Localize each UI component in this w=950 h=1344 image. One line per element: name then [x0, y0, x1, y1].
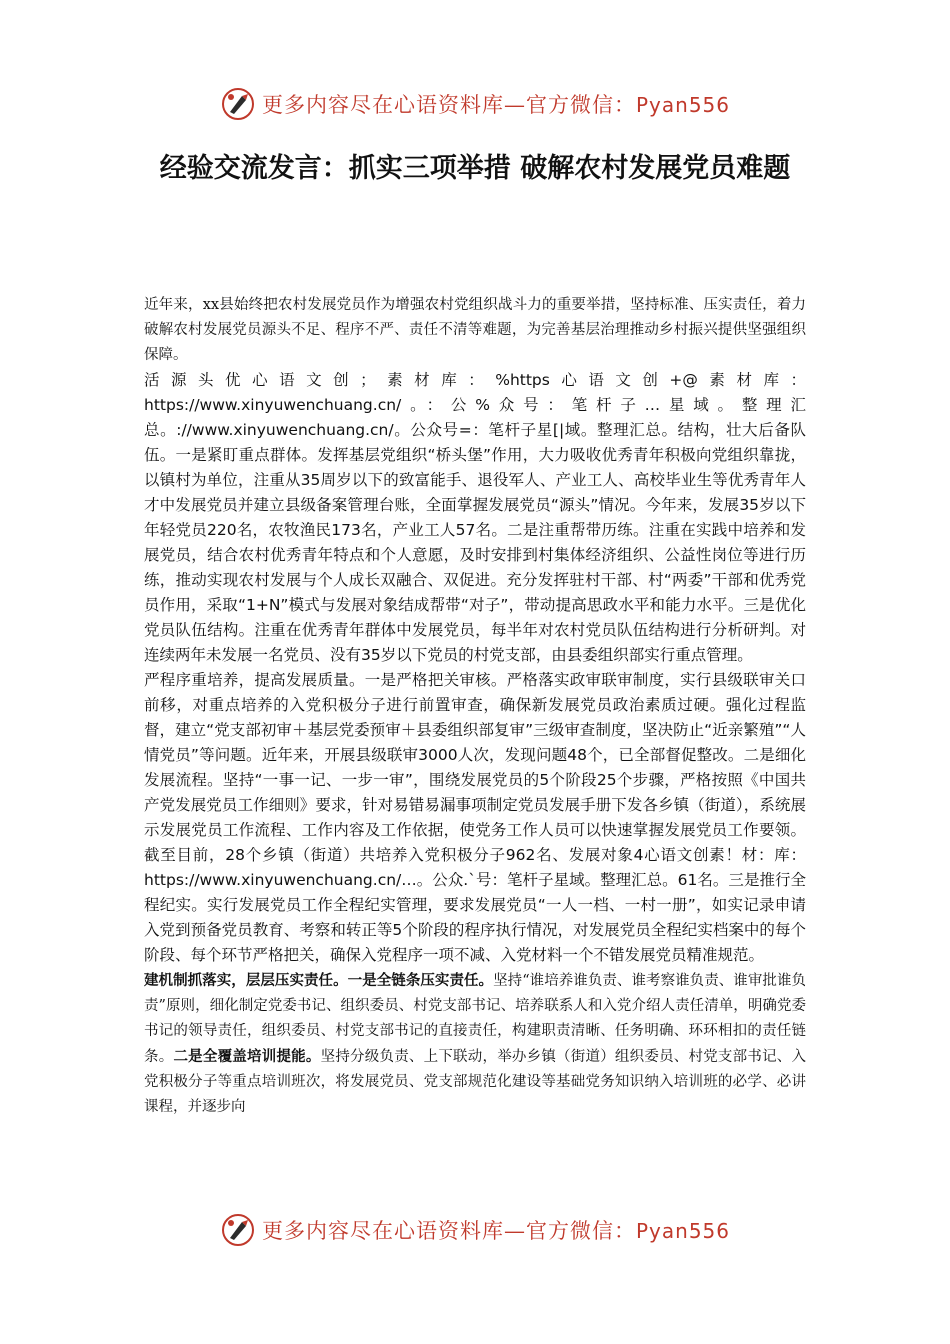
wechat-id: Pyan556: [635, 93, 730, 117]
article-body: [144, 293, 806, 1120]
paragraph-procedure: 严程序重培养，提高发展质量。一是严格把关审核。严格落实政审联审制度，实行县级联审关口前移，对重点培养的入党积极分子进行前置审查，确保新发展党员政治素质过硬。强化过程监督，建立“党支部初审＋基层党委预审＋县委组织部复审”三级审查制度，坚决防止“近亲繁殖”“人情党员”等问题。近年来，开展县级联审3000人次，发现问题48个，已全部督促整改。二是细化发展流程。坚持“一事一记、一步一审”，围绕发展党员的5个阶段25个步骤，严格按照《中国共产党发展党员工作细则》要求，针对易错易漏事项制定党员发展手册下发各乡镇（街道），系统展示发展党员工作流程、工作内容及工作依据，使党务工作人员可以快速掌握发展党员工作要领。截至目前，28个乡镇（街道）共培养入党积极分子962名、发展对象4心语文创素！材：库：https://www.xinyuwenchuang.cn/…。公众.`号：笔杆子星域。整理汇总。61名。三是推行全程纪实。实行发展党员工作全程纪实管理，要求发展党员“一人一档、一村一册”，如实记录申请入党到预备党员教育、考察和转正等5个阶段的程序执行情况，对发展党员全程纪实档案中的每个阶段、每个环节严格把关，确保入党程序一项不减、入党材料一个不错发展党员精准规范。: [144, 671, 806, 964]
pen-nib-logo-icon: [220, 86, 256, 122]
text-mechanism-2: 坚持分级负责、上下联动，举办乡镇（街道）组织委员、村党支部书记、入党积极分子等重点培训班次，将发展党员、党支部规范化建设等基础党务知识纳入培训班的必学、必讲课程，并逐步向: [144, 1049, 807, 1115]
heading-mechanism: 建机制抓落实，层层压实责任。一是全链条压实责任。: [144, 972, 494, 989]
banner-text: 更多内容尽在心语资料库—官方微信：Pyan556: [261, 93, 730, 117]
page-title: 经验交流发言：抓实三项举措 破解农村发展党员难题: [159, 153, 791, 184]
banner-text: 更多内容尽在心语资料库—官方微信：Pyan556: [261, 1219, 730, 1243]
paragraph-intro: 近年来，xx县始终把农村发展党员作为增强农村党组织战斗力的重要举措，坚持标准、压实责任，着力破解农村发展党员源头不足、程序不严、责任不清等难题，为完善基层治理推动乡村振兴提供坚强组织保障。: [144, 297, 806, 363]
wechat-id: Pyan556: [635, 1219, 730, 1243]
header-watermark-banner: [0, 84, 950, 124]
pen-nib-logo-icon: [220, 1212, 256, 1248]
text-mechanism-1: 坚持“谁培养谁负责、谁考察谁负责、谁审批谁负责”原则，细化制定党委书记、组织委员、村党支部书记、培养联系人和入党介绍人责任清单，明确党委书记的领导责任，组织委员、村党支部书记的直接责任，构建职责清晰、任务明确、环环相扣的责任链条。: [144, 973, 806, 1065]
heading-training: 二是全覆盖培训提能。: [173, 1048, 321, 1065]
footer-watermark-banner: [0, 1210, 950, 1250]
paragraph-source: 活源头优心语文创；素材库：%https心语文创+@素材库：https://www.xinyuwenchuang.cn/。：公%众号：笔杆子…星域。整理汇总。://www.xinyuwenchuang.cn/。公众号=：笔杆子星[|域。整理汇总。结构，壮大后备队伍。一是紧盯重点群体。发挥基层党组织“桥头堡”作用，大力吸收优秀青年积极向党组织靠拢，以镇村为单位，注重从35周岁以下的致富能手、退役军人、产业工人、高校毕业生等优秀青年人才中发展党员并建立县级备案管理台账，全面掌握发展党员“源头”情况。今年来，发展35岁以下年轻党员220名，农牧渔民173名，产业工人57名。二是注重帮带历练。注重在实践中培养和发展党员，结合农村优秀青年特点和个人意愿，及时安排到村集体经济组织、公益性岗位等进行历练，推动实现农村发展与个人成长双融合、双促进。充分发挥驻村干部、村“两委”干部和优秀党员作用，采取“1+N”模式与发展对象结成帮带“对子”，带动提高思政水平和能力水平。三是优化党员队伍结构。注重在优秀青年群体中发展党员，每半年对农村党员队伍结构进行分析研判。对连续两年未发展一名党员、没有35岁以下党员的村党支部，由县委组织部实行重点管理。: [144, 371, 806, 664]
paragraph-mechanism: [144, 968, 806, 1120]
